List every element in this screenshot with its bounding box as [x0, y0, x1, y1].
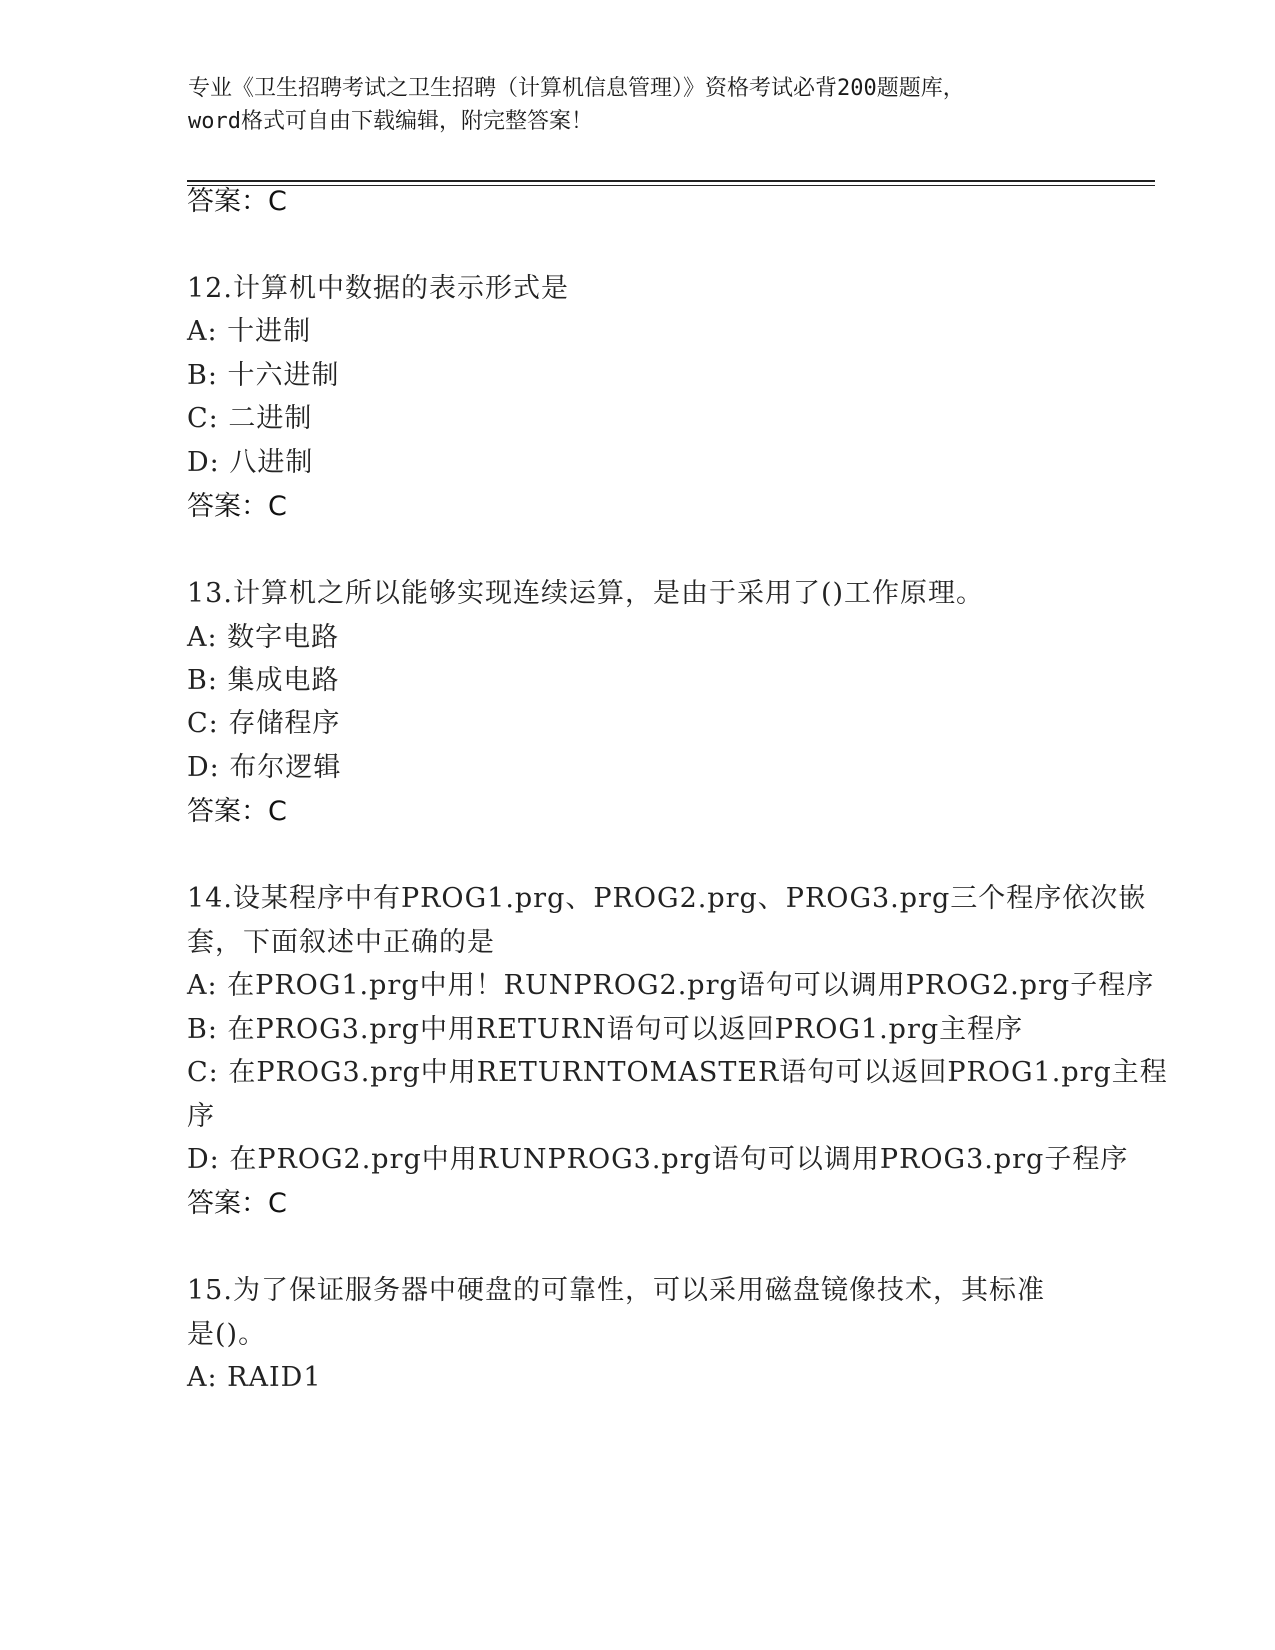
question-15-option-a: A: RAID1: [187, 1362, 322, 1393]
question-14-stem-line-1: 14.设某程序中有PROG1.prg、PROG2.prg、PROG3.prg三个程序依次嵌: [187, 883, 1147, 914]
question-13-answer: 答案：C: [187, 796, 287, 827]
question-15-stem-line-2: 是()。: [187, 1319, 267, 1350]
question-14-option-b: B: 在PROG3.prg中用RETURN语句可以返回PROG1.prg主程序: [187, 1014, 1024, 1045]
header-divider-thin: [187, 185, 1155, 186]
question-12-answer: 答案：C: [187, 491, 287, 522]
question-12-option-c: C: 二进制: [187, 403, 313, 434]
question-14-option-d: D: 在PROG2.prg中用RUNPROG3.prg语句可以调用PROG3.prg子程序: [187, 1144, 1129, 1175]
document-header: [188, 72, 1088, 138]
question-14-option-c-line-1: C: 在PROG3.prg中用RETURNTOMASTER语句可以返回PROG1.prg主程: [187, 1057, 1168, 1088]
question-12-option-d: D: 八进制: [187, 447, 314, 478]
question-12-option-b: B: 十六进制: [187, 360, 340, 391]
question-14-option-c-line-2: 序: [187, 1101, 215, 1132]
question-13-stem: 13.计算机之所以能够实现连续运算，是由于采用了()工作原理。: [187, 578, 985, 609]
question-13-option-c: C: 存储程序: [187, 708, 341, 739]
question-12-option-a: A: 十进制: [187, 316, 312, 347]
question-15-stem-line-1: 15.为了保证服务器中硬盘的可靠性，可以采用磁盘镜像技术，其标准: [187, 1275, 1045, 1306]
question-12-stem: 12.计算机中数据的表示形式是: [187, 273, 569, 304]
question-14-stem-line-2: 套，下面叙述中正确的是: [187, 927, 495, 958]
question-13-option-d: D: 布尔逻辑: [187, 752, 342, 783]
header-divider-thick: [187, 180, 1155, 182]
question-13-option-b: B: 集成电路: [187, 665, 340, 696]
question-14-option-a: A: 在PROG1.prg中用！RUNPROG2.prg语句可以调用PROG2.prg子程序: [187, 970, 1155, 1001]
question-13-option-a: A: 数字电路: [187, 622, 340, 653]
previous-answer: 答案：C: [187, 186, 287, 217]
header-line-1: 专业《卫生招聘考试之卫生招聘（计算机信息管理）》资格考试必背200题题库，: [188, 76, 965, 101]
header-line-2: word格式可自由下载编辑，附完整答案！: [188, 109, 593, 134]
question-14-answer: 答案：C: [187, 1188, 287, 1219]
